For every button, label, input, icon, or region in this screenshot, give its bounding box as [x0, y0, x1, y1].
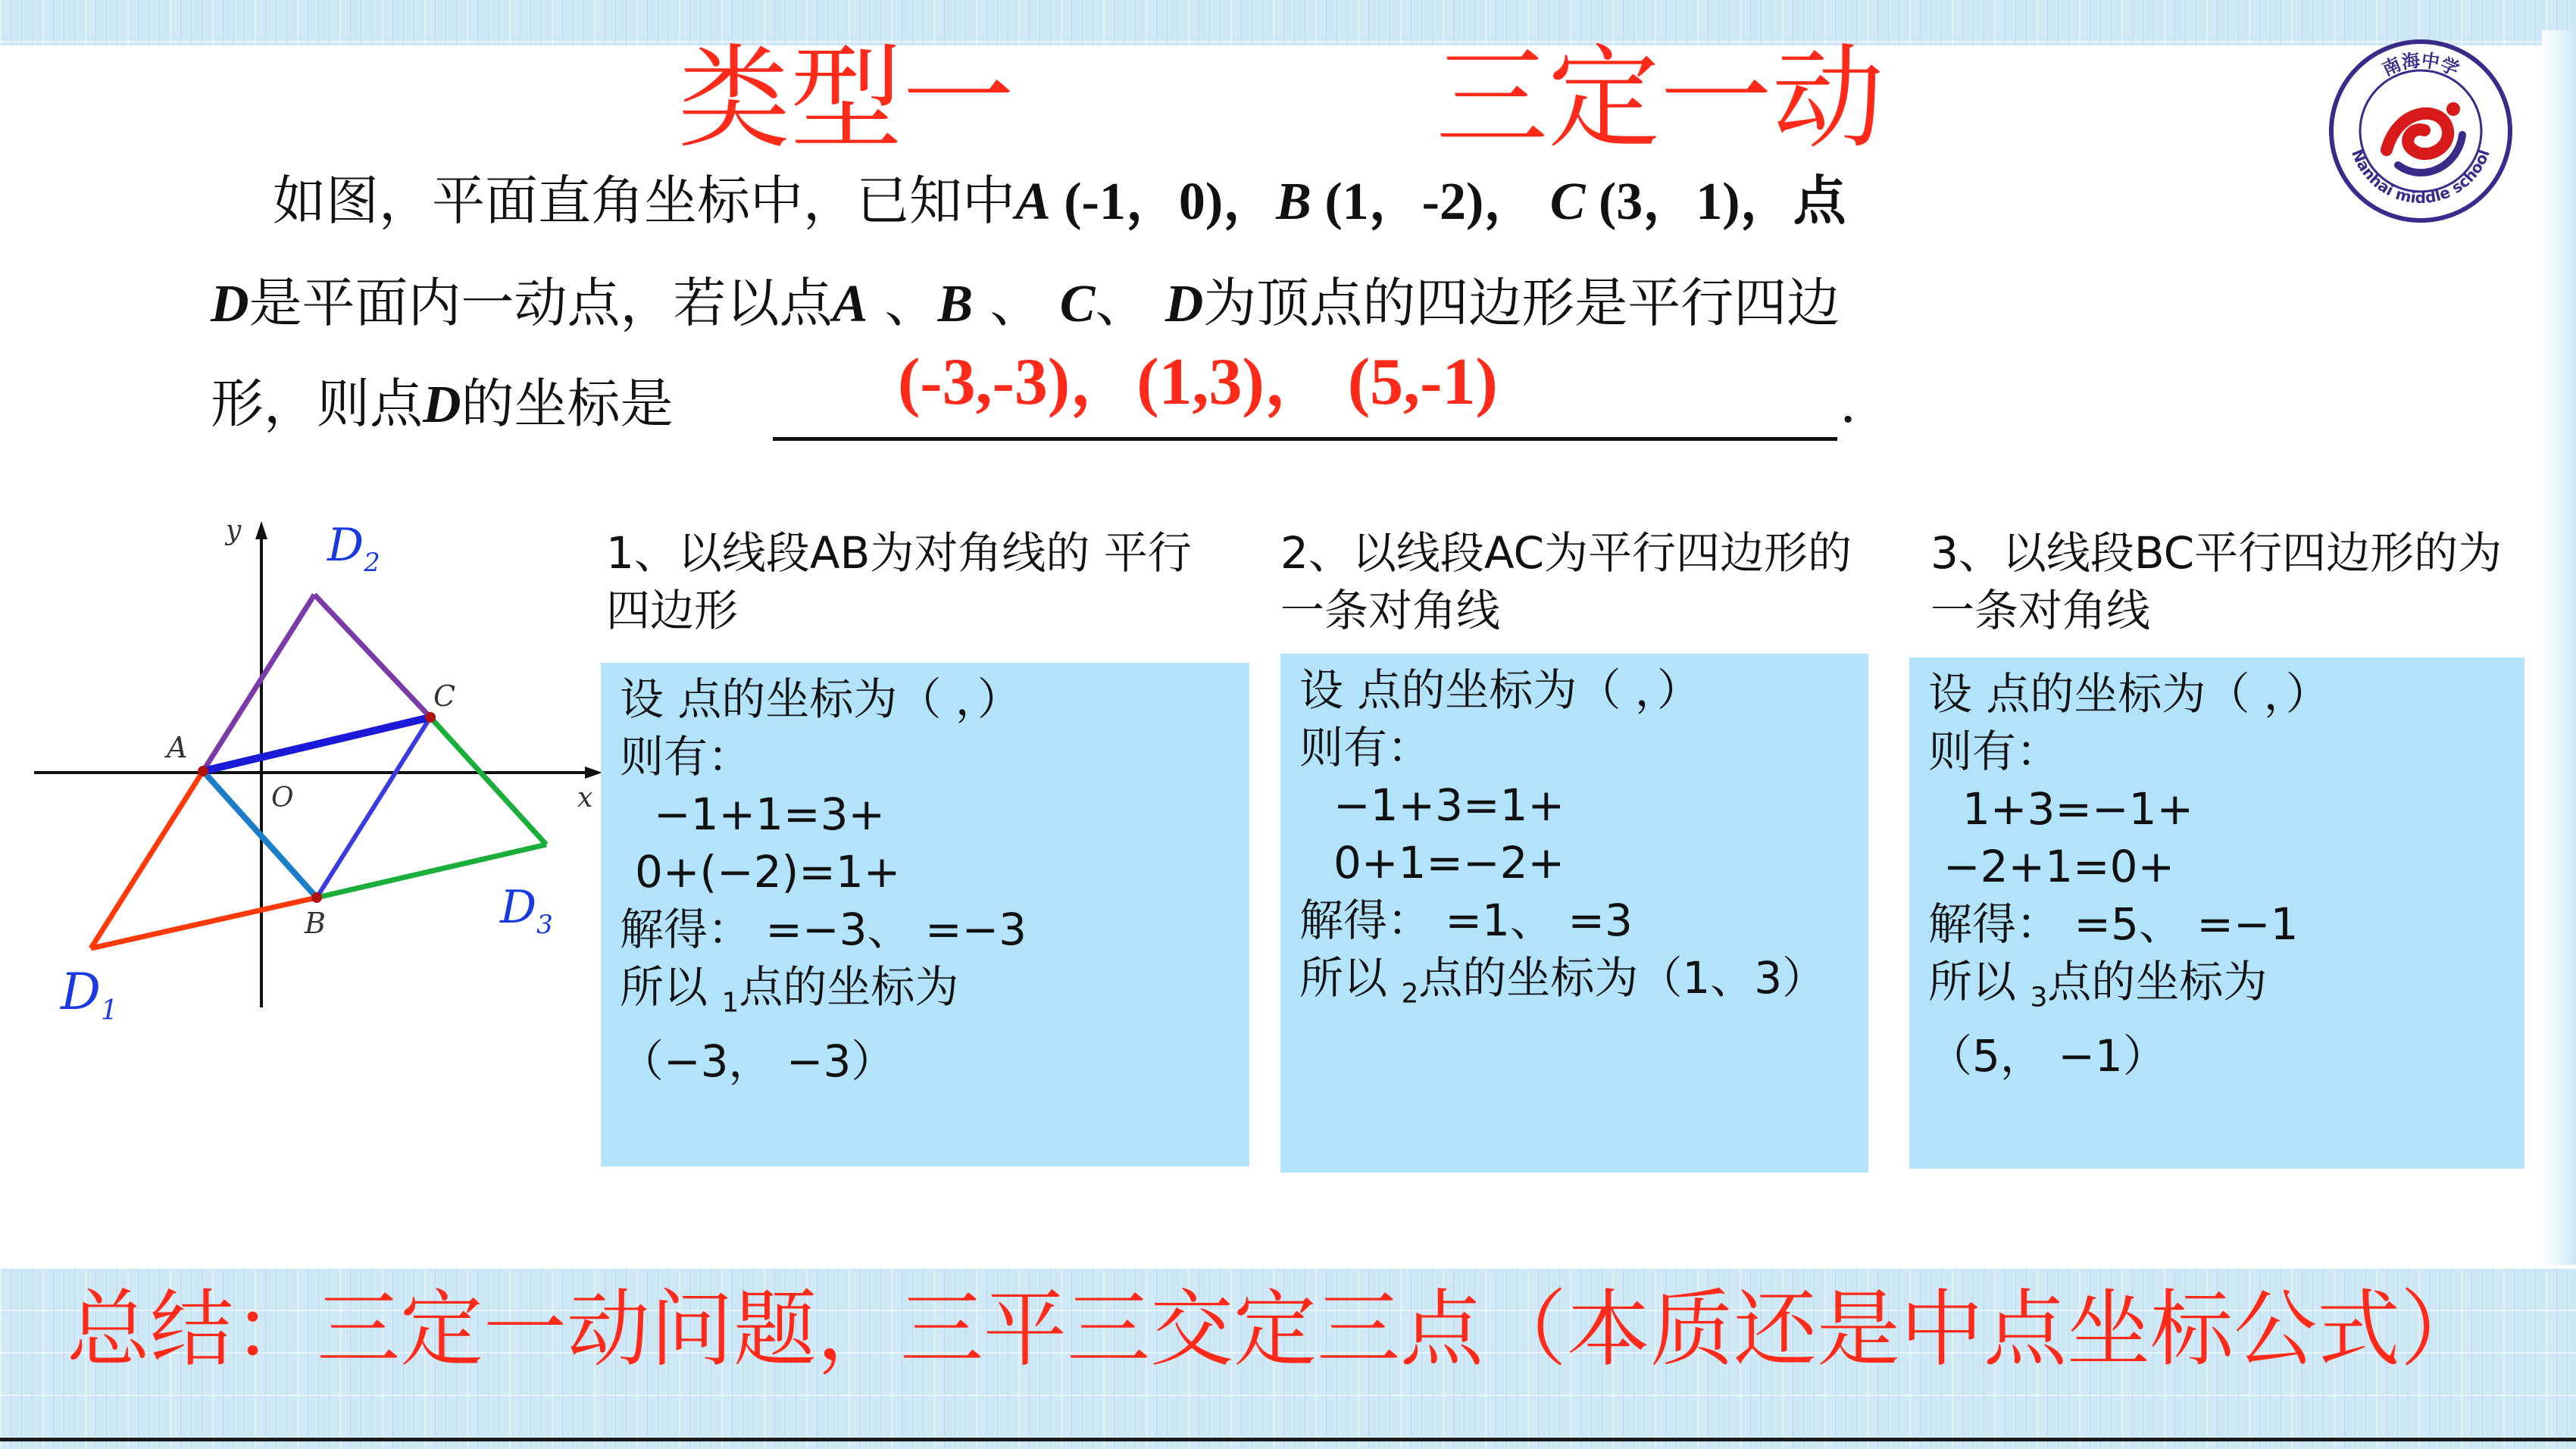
- case-3-then: 则有：: [1928, 726, 2061, 777]
- point-a-label: A: [167, 731, 188, 764]
- case-3-equation-y: −2+1=0+: [1943, 841, 2175, 892]
- right-decorative-edge: [2542, 30, 2576, 1265]
- segment-a-c: [203, 717, 430, 771]
- case-2-solution-box: [1280, 654, 1868, 1173]
- case-1-equation-x: −1+1=3+: [654, 789, 886, 840]
- problem-line-1: 如图，平面直角坐标中，已知中A (-1，0)，B (1，-2)， C (3，1)，点: [273, 170, 1846, 232]
- case-1-heading: 1、以线段AB为对角线的 平行四边形: [606, 527, 1192, 636]
- title-topic: 三定一动: [1436, 33, 1884, 164]
- case-2-heading: 2、以线段AC为平行四边形的一条对角线: [1280, 527, 1852, 636]
- case-1-conclusion: 所以 $_1$点的坐标为: [620, 961, 959, 1019]
- case-2-then: 则有：: [1299, 722, 1432, 773]
- case-3-equation-x: 1+3=−1+: [1962, 783, 2194, 835]
- case-2-setup: 设 点的坐标为（ ，）: [1299, 664, 1701, 716]
- summary-text: 总结：三定一动问题，三平三交定三点（本质还是中点坐标公式）: [67, 1281, 2484, 1378]
- d2-label: $D_2$: [327, 519, 380, 578]
- problem-line-3: 形，则点D的坐标是: [211, 373, 674, 435]
- case-1-solution: 解得： =−3、 =−3: [620, 904, 1027, 955]
- segment-d1-b: [91, 898, 317, 948]
- school-logo: [2326, 36, 2515, 226]
- case-3-conclusion: 所以 $_3$点的坐标为: [1928, 956, 2268, 1013]
- point-b-label: B: [305, 907, 326, 940]
- point-c-dot: [425, 712, 436, 723]
- case-2-equation-x: −1+3=1+: [1333, 779, 1565, 831]
- y-axis-arrow: [255, 521, 267, 539]
- d1-label: $D_1$: [61, 963, 118, 1026]
- case-2-solution: 解得： =1、 =3: [1299, 895, 1633, 946]
- point-a-dot: [198, 766, 208, 776]
- origin-label: O: [271, 782, 294, 814]
- case-3-solution-box: [1909, 657, 2524, 1169]
- point-b-dot: [311, 892, 322, 903]
- bottom-divider: [0, 1438, 2576, 1441]
- case-1-then: 则有：: [620, 731, 752, 782]
- case-3-setup: 设 点的坐标为（ ，）: [1928, 668, 2330, 720]
- case-1-solution-box: [601, 663, 1249, 1166]
- segment-b-c: [317, 717, 430, 898]
- answer-blank-line: [773, 437, 1837, 441]
- answer-text: (-3,-3)，(1,3)， (5,-1): [898, 345, 1498, 419]
- answer-period: .: [1840, 373, 1857, 435]
- d3-label: $D_3$: [500, 881, 553, 940]
- case-2-conclusion: 所以 $_2$点的坐标为（1、3）: [1299, 952, 1827, 1010]
- segment-a-d2: [203, 595, 314, 771]
- top-decorative-band: [0, 0, 2576, 45]
- case-1-setup: 设 点的坐标为（ ，）: [620, 673, 1021, 725]
- case-1-equation-y: 0+(−2)=1+: [635, 846, 901, 898]
- case-3-solution: 解得： =5、 =−1: [1928, 898, 2299, 950]
- point-c-label: C: [433, 679, 456, 713]
- segment-a-d1: [91, 771, 203, 948]
- problem-line-2: D是平面内一动点，若以点A 、B 、 C、 D为顶点的四边形是平行四边: [211, 272, 1840, 334]
- case-3-result: （5， −1）: [1928, 1029, 2167, 1082]
- case-2-equation-y: 0+1=−2+: [1333, 837, 1565, 888]
- logo-ring-text: Nanhai middle school: [2348, 146, 2493, 208]
- x-axis-arrow: [585, 767, 602, 779]
- case-3-heading: 3、以线段BC平行四边形的为一条对角线: [1930, 527, 2503, 636]
- x-axis-label: x: [577, 782, 593, 814]
- segment-d2-c: [314, 595, 430, 717]
- logo-top-text: 南海中学: [2379, 49, 2462, 80]
- coordinate-graph: [30, 515, 606, 1030]
- title-type: 类型一: [678, 33, 1014, 164]
- segment-c-d3: [430, 717, 546, 845]
- case-1-result: （−3， −3）: [620, 1035, 896, 1087]
- y-axis-label: y: [226, 515, 242, 546]
